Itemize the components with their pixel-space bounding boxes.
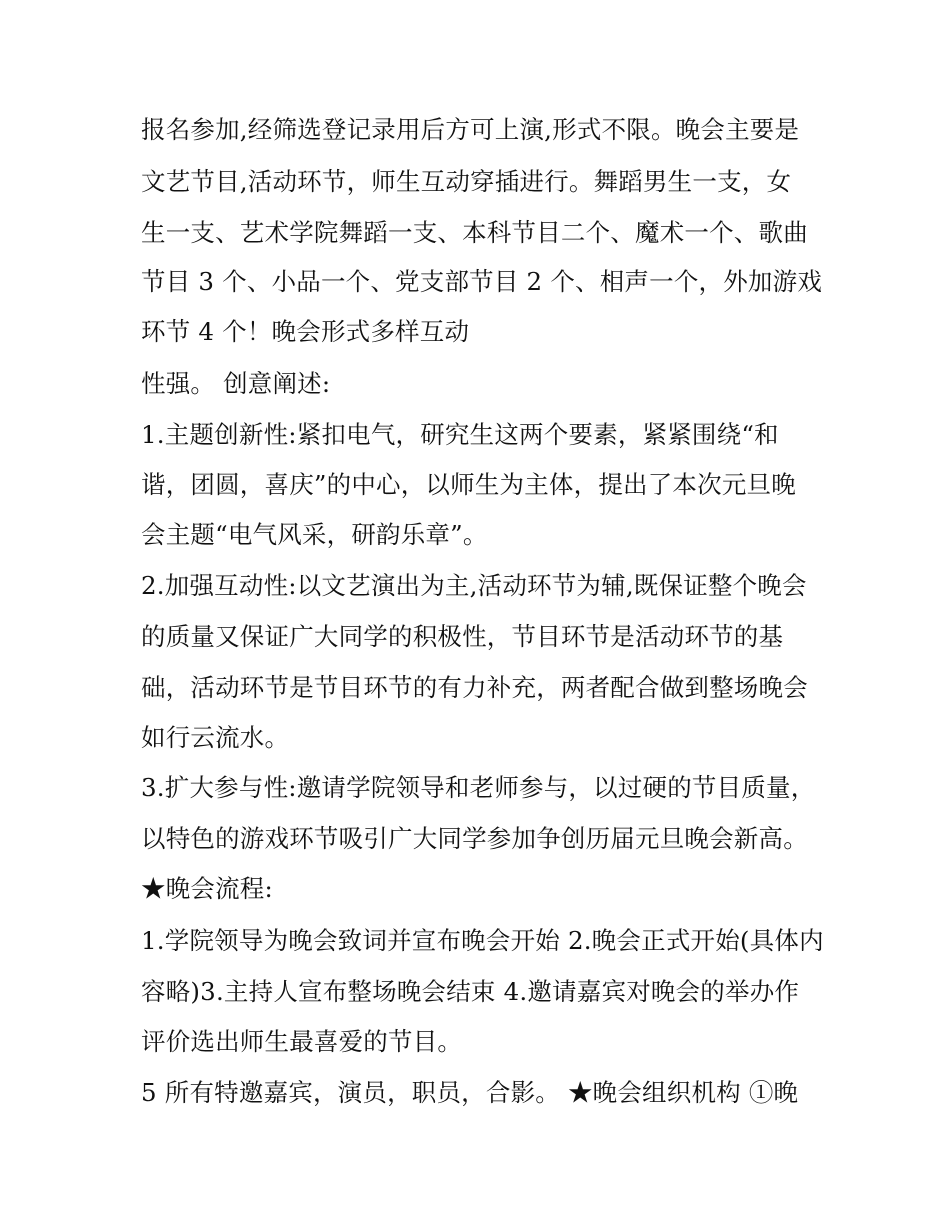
text-line: 3.扩大参与性:邀请学院领导和老师参与，以过硬的节目质量，: [141, 773, 816, 802]
text-line: 的质量又保证广大同学的积极性，节目环节是活动环节的基: [141, 622, 784, 651]
text-line: 以特色的游戏环节吸引广大同学参加争创历届元旦晚会新高。: [141, 824, 808, 853]
text-line: 评价选出师生最喜爱的节目。: [141, 1027, 463, 1056]
text-line: 报名参加,经筛选登记录用后方可上演,形式不限。晚会主要是: [141, 115, 800, 144]
text-line: 性强。 创意阐述:: [141, 369, 331, 398]
text-line: 础，活动环节是节目环节的有力补充，两者配合做到整场晚会: [141, 673, 808, 702]
text-line: 1.主题创新性:紧扣电气，研究生这两个要素，紧紧围绕“和: [141, 420, 779, 449]
text-line: 环节 4 个！晚会形式多样互动: [141, 317, 470, 346]
text-line: ★晚会流程:: [141, 874, 273, 903]
text-line: 2.加强互动性:以文艺演出为主,活动环节为辅,既保证整个晚会: [141, 571, 807, 600]
text-line: 会主题“电气风采，研韵乐章”。: [141, 520, 488, 549]
text-line: 如行云流水。: [141, 723, 290, 752]
text-line: 节目 3 个、小品一个、党支部节目 2 个、相声一个，外加游戏: [141, 267, 823, 296]
text-line: 5 所有特邀嘉宾，演员，职员，合影。 ★晚会组织机构 ①晚: [141, 1078, 799, 1107]
text-line: 容略)3.主持人宣布整场晚会结束 4.邀请嘉宾对晚会的举办作: [141, 977, 800, 1006]
text-line: 生一支、艺术学院舞蹈一支、本科节目二个、魔术一个、歌曲: [141, 218, 808, 247]
text-line: 文艺节目,活动环节，师生互动穿插进行。舞蹈男生一支，女: [141, 167, 792, 196]
text-line: 谐，团圆，喜庆”的中心，以师生为主体，提出了本次元旦晚: [141, 470, 796, 499]
text-line: 1.学院领导为晚会致词并宣布晚会开始 2.晚会正式开始(具体内: [141, 926, 824, 955]
